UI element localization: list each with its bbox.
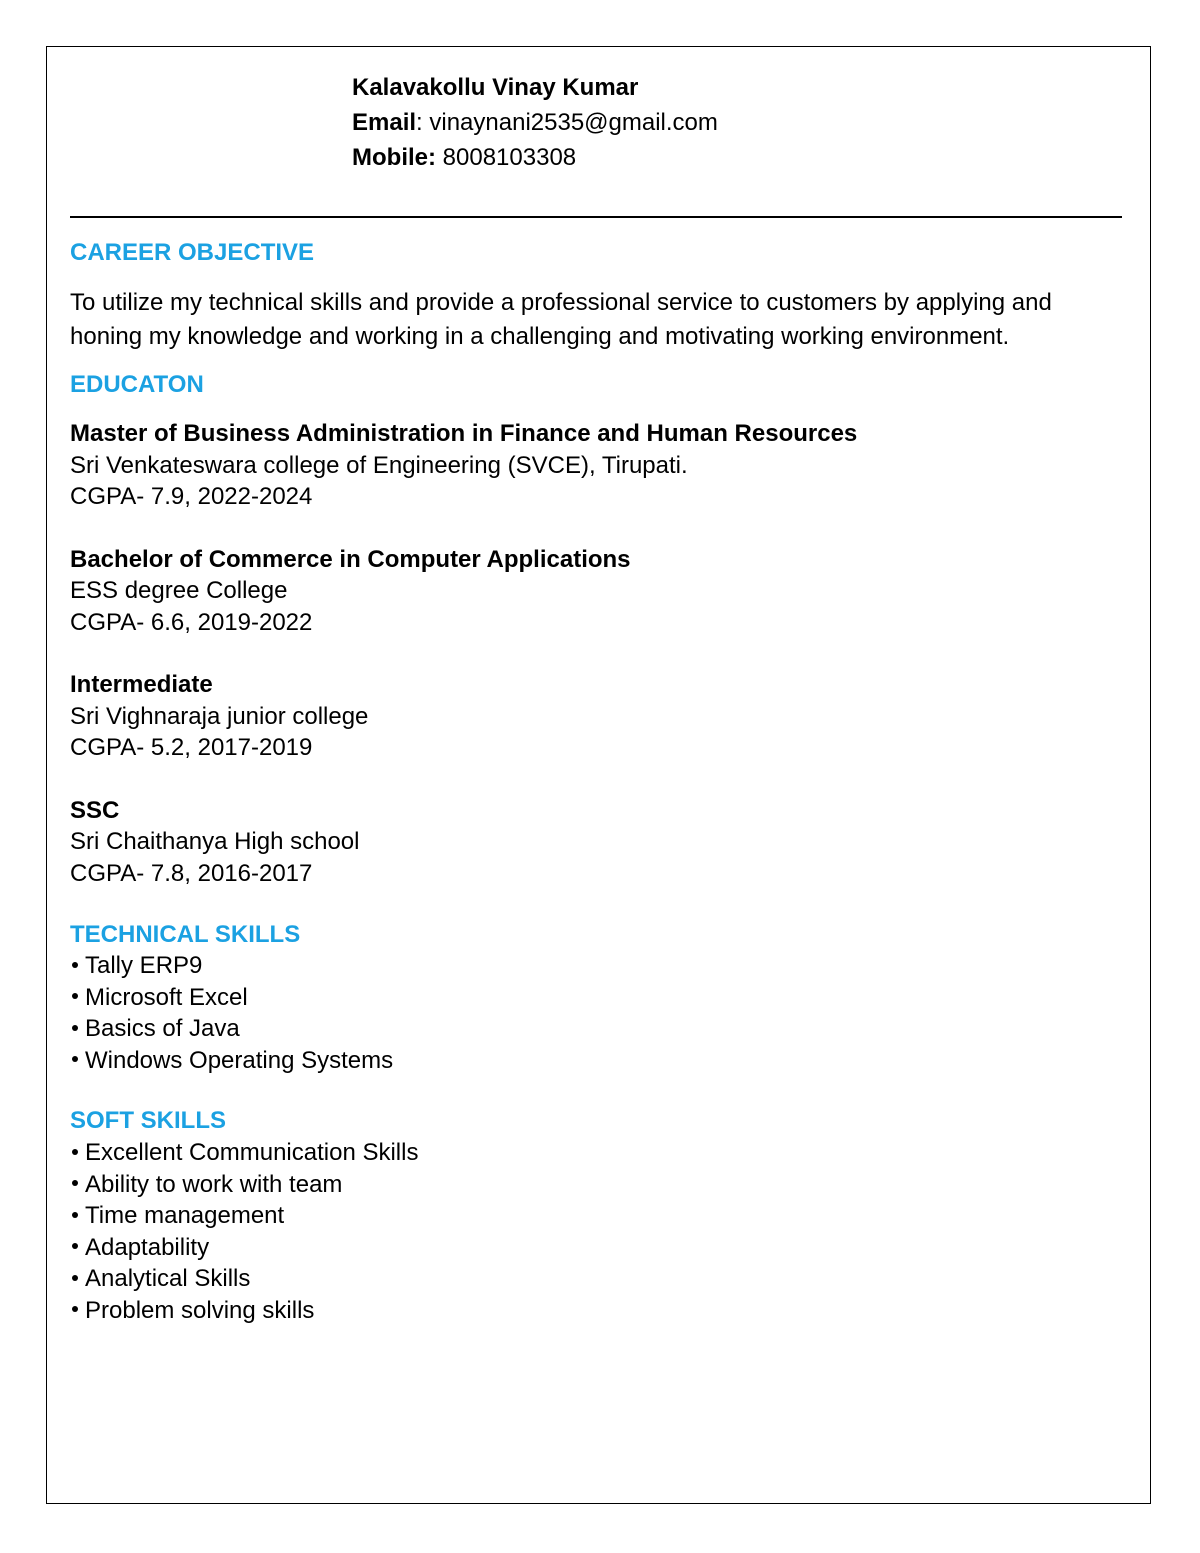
education-institution: Sri Chaithanya High school [70,828,360,855]
education-institution: Sri Venkateswara college of Engineering (SVCE), Tirupati. [70,451,688,479]
education-degree: SSC [70,796,120,824]
technical-skills-list [70,950,1120,1076]
education-item [70,418,1120,513]
list-item [70,1137,1120,1169]
education-score: CGPA- 7.9, 2022-2024 [70,483,313,510]
bullet-icon [72,1180,78,1186]
soft-skills-list [70,1137,1120,1326]
skill-label: Ability to work with team [85,1170,343,1198]
resume-header [352,70,718,175]
resume-body [70,236,1120,1326]
bullet-icon [72,1275,78,1281]
career-objective-title: CAREER OBJECTIVE [70,239,315,266]
list-item [70,1200,1120,1232]
education-item [70,669,1120,764]
email-label: Email [352,109,417,136]
education-degree: Master of Business Administration in Finance and Human Resources [70,420,858,447]
education-degree: Intermediate [70,671,213,698]
skill-label: Tally ERP9 [85,952,203,979]
education-score: CGPA- 5.2, 2017-2019 [70,734,313,761]
list-item [70,950,1120,982]
soft-skills-title: SOFT SKILLS [70,1107,226,1134]
list-item [70,1232,1120,1264]
education-score: CGPA- 6.6, 2019-2022 [70,608,313,636]
career-objective-text: To utilize my technical skills and provide a professional service to customers by applying and honing my knowledge and working in a challenging and motivating working environment. [70,289,1052,350]
list-item [70,1263,1120,1295]
education-item [70,544,1120,639]
header-divider [70,216,1122,218]
bullet-icon [72,1306,78,1312]
education-list [70,418,1120,889]
skill-label: Windows Operating Systems [85,1046,394,1074]
bullet-icon [72,1149,78,1155]
education-title: EDUCATON [70,371,204,398]
education-institution: ESS degree College [70,577,288,604]
mobile-value: 8008103308 [436,144,577,171]
list-item [70,1169,1120,1201]
bullet-icon [72,962,78,968]
list-item [70,1045,1120,1077]
skill-label: Time management [85,1202,285,1229]
skill-label: Basics of Java [85,1015,240,1042]
bullet-icon [72,1056,78,1062]
candidate-name: Kalavakollu Vinay Kumar [352,74,639,101]
education-institution: Sri Vighnaraja junior college [70,702,369,730]
list-item [70,982,1120,1014]
email-line [352,105,718,140]
mobile-label: Mobile: [352,144,436,171]
technical-skills-title: TECHNICAL SKILLS [70,921,301,948]
education-item [70,795,1120,890]
bullet-icon [72,1212,78,1218]
bullet-icon [72,1243,78,1249]
bullet-icon [72,993,78,999]
list-item [70,1013,1120,1045]
bullet-icon [72,1025,78,1031]
mobile-line [352,140,718,175]
education-degree: Bachelor of Commerce in Computer Applications [70,545,631,573]
skill-label: Problem solving skills [85,1296,315,1324]
skill-label: Excellent Communication Skills [85,1139,419,1166]
skill-label: Microsoft Excel [85,983,248,1011]
skill-label: Adaptability [85,1233,210,1261]
list-item [70,1295,1120,1327]
skill-label: Analytical Skills [85,1265,251,1292]
email-value: : vinaynani2535@gmail.com [416,109,718,136]
education-score: CGPA- 7.8, 2016-2017 [70,859,313,887]
